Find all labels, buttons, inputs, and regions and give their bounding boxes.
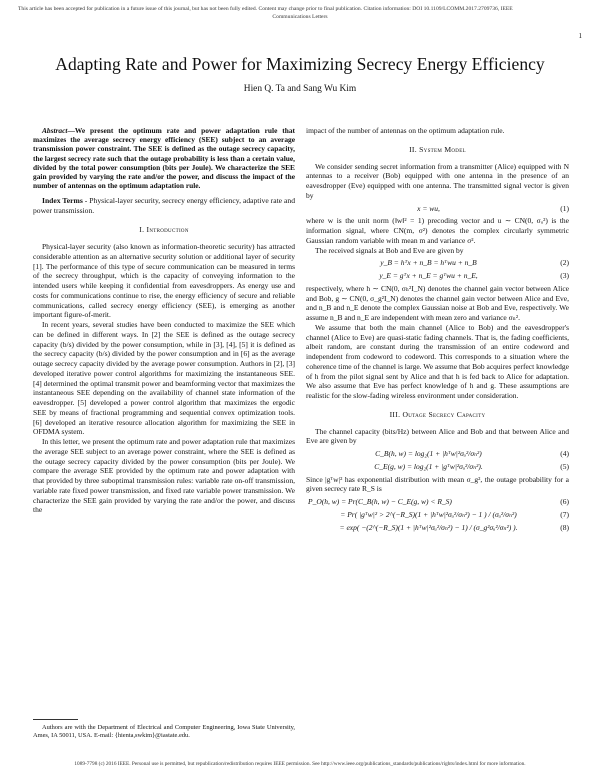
index-terms-label: Index Terms: [42, 196, 83, 206]
equation-4-number: (4): [560, 449, 569, 458]
equation-2: [306, 258, 569, 268]
system-paragraph-4: respectively, where h ∼ CN(0, σₕ²I_N) denotes the channel gain vector between Alice and Bob, g ∼ CN(0, σ_g²I_N) denotes the channel gain vector between Alice and Eve, and n_B and n_E denote the complex Gaussian noise at Bob and Eve, respectively. We assume n_B and n_E are independent with mean zero and variance σₙ².: [306, 283, 569, 322]
banner-line2: Communications Letters: [272, 14, 328, 21]
right-column: [306, 126, 569, 535]
section-heading-outage: III. Outage Secrecy Capacity: [389, 409, 486, 419]
system-paragraph-3: The received signals at Bob and Eve are given by: [315, 245, 464, 255]
equation-7-body: = Pr( |gᵀw|² > 2^(−R_S)(1 + |hᵀw|²σᵤ²/σₙ²) − 1 ) / (σᵤ²/σₙ²): [340, 509, 517, 519]
equation-4-body: C_B(h, w) = log₂(1 + |hᵀw|²σᵤ²/σₙ²): [375, 449, 482, 458]
equation-8-number: (8): [560, 522, 569, 532]
author-footnote: Authors are with the Department of Electrical and Computer Engineering, Iowa State University, Ames, IA 50011, USA. E-mail: {hienta,swkim}@iastate.edu.: [33, 724, 295, 739]
index-terms: [33, 196, 295, 216]
outage-paragraph-1: The channel capacity (bits/Hz) between Alice and Bob and that between Alice and Eve are given by: [306, 426, 569, 446]
equation-5-number: (5): [560, 461, 569, 471]
copyright-line: 1089-7798 (c) 2016 IEEE. Personal use is permitted, but republication/redistribution requires IEEE permission. See http://www.ieee.org/publications_standards/publications/rights/index.html for more information.: [74, 761, 526, 767]
section-heading-intro: I. Introduction: [139, 225, 189, 235]
equation-3: [306, 271, 569, 281]
system-paragraph-5: We assume that both the main channel (Alice to Bob) and the eavesdropper's channel (Alice to Eve) are quasi-static fading channels. That is, the fading coefficients, albeit random, are constant during the transmission of an entire codeword and independent from codeword to codeword. This corresponds to a situation where the coherence time of the channel is large. We assume that Bob acquires perfect knowledge of h from the pilot signal sent by Alice and that h is fed back to Alice for adaptation. We also assume that Eve has perfect knowledge of h and g. These assumptions are realistic for the slow-fading wireless environment under consideration.: [306, 322, 569, 400]
paper-authors: Hien Q. Ta and Sang Wu Kim: [243, 84, 357, 94]
equation-3-body: y_E = gᵀx + n_E = gᵀwu + n_E,: [379, 271, 478, 280]
equation-2-number: (2): [560, 258, 569, 268]
intro-paragraph-3: In this letter, we present the optimum rate and power adaptation rule that maximizes the average SEE subject to an average power constraint, where the SEE is defined as the outage secrecy capacity divided by the power consumption (bits per Joule). We compare the average SEE provided by the optimum rate and power adaptation with that provided by three suboptimal transmission rules: variable rate on-off transmission, variable rate fixed power transmission, and fixed rate variable power transmission. We characterize the SEE gain provided by varying the rate and/or the power, and discuss the: [33, 437, 295, 515]
abstract: [33, 126, 295, 190]
continued-paragraph: impact of the number of antennas on the optimum adaptation rule.: [306, 126, 505, 135]
equation-8-body: = exp( −(2^(−R_S)(1 + |hᵀw|²σᵤ²/σₙ²) − 1) / (σ_g²σᵤ²/σₙ²) ).: [339, 522, 518, 532]
system-paragraph-1: We consider sending secret information from a transmitter (Alice) equipped with N antennas to a receiver (Bob) equipped with one antenna in the presence of an eavesdropper (Eve) equipped with one antenna. The transmitted signal vector is given by: [306, 161, 569, 200]
equation-5: [306, 462, 569, 472]
page-number: 1: [578, 32, 582, 40]
paper-title: Adapting Rate and Power for Maximizing Secrecy Energy Efficiency: [55, 54, 545, 74]
equation-6: [306, 497, 569, 507]
intro-paragraph-2: In recent years, several studies have been conducted to maximize the SEE which can be defined in different ways. In [2] the SEE is defined as the outage secrecy capacity (b/s) divided by the power consumption, while in [3], [4], [5] it is defined as the secrecy capacity (b/s) divided by the power consumption and in [6] as the average outage secrecy capacity divided by the average power consumption. Authors in [2], [3] developed iterative power control algorithms for maximizing the instantaneous SEE. [4] determined the optimal transmit power and beamforming vector that maximizes the instantaneous SEE depending on the availability of channel state information of the eavesdropper. [5] developed a power control algorithm that maximizes the ergodic SEE by means of fractional programming and sequential convex optimization tools. [6] developed an iterative resource allocation algorithm for maximizing the SEE in OFDMA system.: [33, 320, 295, 437]
intro-paragraph-1: Physical-layer security (also known as information-theoretic security) has attracted considerable attention as an alternative security solution or additional layer of security [1]. The performance of this type of secure communication can be measured in terms of the secrecy throughput, which is the capacity of conveying information to the intended users while keeping it confidential from eavesdroppers. As energy use and costs for communications continue to rise, the energy efficiency of secure and reliable communications, called secrecy energy efficiency (SEE), is emerging as another important figure-of-merit.: [33, 242, 295, 320]
outage-paragraph-2: Since |gᵀw|² has exponential distribution with mean σ_g², the outage probability for a given secrecy rate R_S is: [306, 474, 569, 494]
equation-8: [306, 523, 569, 533]
section-heading-system: II. System Model: [409, 144, 466, 154]
footnote-rule: [33, 719, 78, 720]
index-terms-text: - Physical-layer security, secrecy energy efficiency, adaptive rate and power transmission.: [33, 196, 295, 216]
equation-1-body: x = wu,: [417, 203, 440, 213]
system-paragraph-2: where w is the unit norm (‖w‖² = 1) precoding vector and u ∼ CN(0, σᵤ²) is the information signal, where CN(m, σ²) denotes the complex circularly symmetric Gaussian random variable with mean m and variance σ².: [306, 216, 569, 245]
equation-3-number: (3): [560, 271, 569, 280]
journal-banner: [18, 5, 582, 21]
abstract-label: Abstract: [42, 126, 68, 135]
banner-line1: This article has been accepted for publication in a future issue of this journal, but has not been fully edited. Content may change prior to final publication. Citation information: DOI 10.1109/LCOMM.2017.2709736, IEEE: [18, 6, 513, 12]
equation-1: [306, 204, 569, 214]
equation-1-number: (1): [560, 203, 569, 213]
equation-4: [306, 449, 569, 459]
left-column: [33, 126, 295, 515]
equation-6-number: (6): [560, 497, 569, 506]
equation-7: [306, 510, 569, 520]
equation-5-body: C_E(g, w) = log₂(1 + |gᵀw|²σᵤ²/σₙ²).: [374, 461, 483, 471]
equation-6-body: P_O(h, w) = Pr(C_B(h, w) − C_E(g, w) < R_S): [308, 497, 452, 506]
equation-7-number: (7): [560, 509, 569, 519]
abstract-text: —We present the optimum rate and power adaptation rule that maximizes the average secrecy energy efficiency (SEE) subject to an average transmission power constraint. The SEE is defined as the outage secrecy capacity, the largest secrecy rate such that the outage probability is less than a certain value, divided by the total power consumption (bits per Joule). We characterize the SEE gain provided by varying the rate and/or the power, and discuss the impact of the number of antennas on the optimum adaptation rule.: [33, 126, 295, 191]
equation-2-body: y_B = hᵀx + n_B = hᵀwu + n_B: [380, 258, 477, 268]
